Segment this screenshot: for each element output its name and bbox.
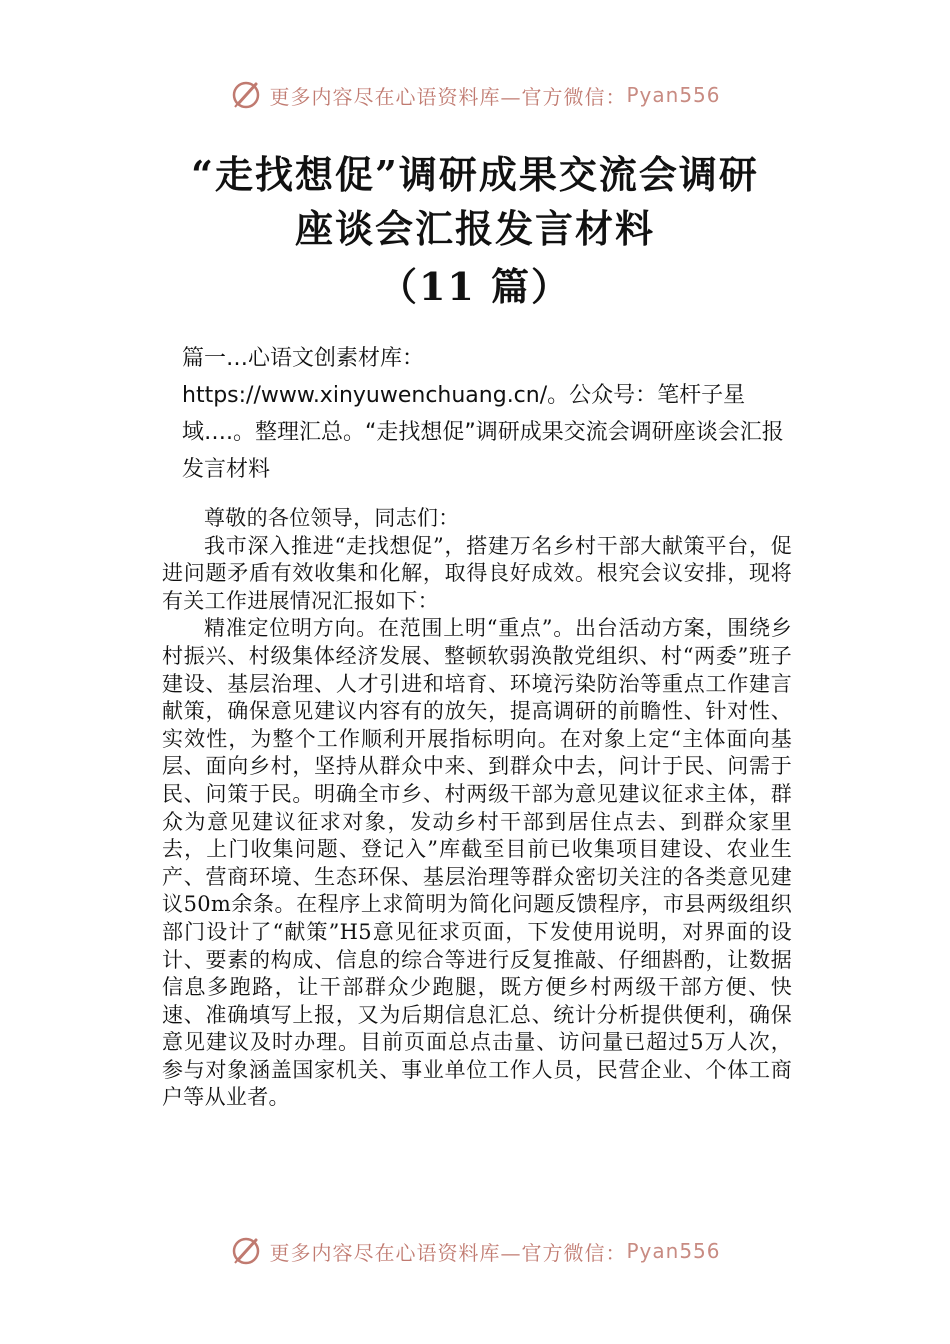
title-count: （11 篇） (378, 264, 572, 309)
section-subheading: 篇一…心语文创素材库：https://www.xinyuwenchuang.cn/。公众号：笔杆子星域….。整理汇总。“走找想促”调研成果交流会调研座谈会汇报发言材料 (182, 346, 784, 482)
document-title (60, 148, 890, 314)
banner-wechat-id: Pyan556 (626, 1239, 721, 1263)
banner-text: 更多内容尽在心语资料库—官方微信： (269, 84, 627, 109)
paragraph-2: 精准定位明方向。在范围上明“重点”。出台活动方案，围绕乡村振兴、村级集体经济发展、整顿软弱涣散党组织、村“两委”班子建设、基层治理、人才引进和培育、环境污染防治等重点工作建言献策，确保意见建议内容有的放矢，提高调研的前瞻性、针对性、实效性，为整个工作顺利开展指标明向。在对象上定“主体面向基层、面向乡村，坚持从群众中来、到群众中去，问计于民、问需于民、问策于民。明确全市乡、村两级干部为意见建议征求主体，群众为意见建议征求对象，发动乡村干部到居住点去、到群众家里去，上门收集问题、登记入”库截至目前已收集项目建设、农业生产、营商环境、生态环保、基层治理等群众密切关注的各类意见建议50m余条。在程序上求简明为简化问题反馈程序，市县两级组织部门设计了“献策”H5意见征求页面，下发使用说明，对界面的设计、要素的构成、信息的综合等进行反复推敲、仔细斟酌，让数据信息多跑路，让干部群众少跑腿，既方便乡村两级干部方便、快速、准确填写上报，又为后期信息汇总、统计分析提供便利，确保意见建议及时办理。目前页面总点击量、访问量已超过5万人次，参与对象涵盖国家机关、事业单位工作人员，民营企业、个体工商户等从业者。 (162, 616, 792, 1110)
document-body (162, 505, 792, 1112)
header-banner (0, 70, 950, 120)
paragraph-1: 我市深入推进“走找想促”，搭建万名乡村干部大献策平台，促进问题矛盾有效收集和化解，取得良好成效。根究会议安排，现将有关工作进展情况汇报如下： (162, 533, 792, 613)
title-line-1: “走找想促”调研成果交流会调研 (191, 152, 759, 197)
title-line-2: 座谈会汇报发言材料 (294, 206, 655, 251)
banner-text: 更多内容尽在心语资料库—官方微信： (269, 1240, 627, 1265)
greeting: 尊敬的各位领导，同志们： (204, 506, 460, 530)
banner-wechat-id: Pyan556 (626, 83, 721, 107)
footer-banner (0, 1226, 950, 1276)
pen-logo-icon (229, 78, 263, 112)
pen-logo-icon (229, 1234, 263, 1268)
